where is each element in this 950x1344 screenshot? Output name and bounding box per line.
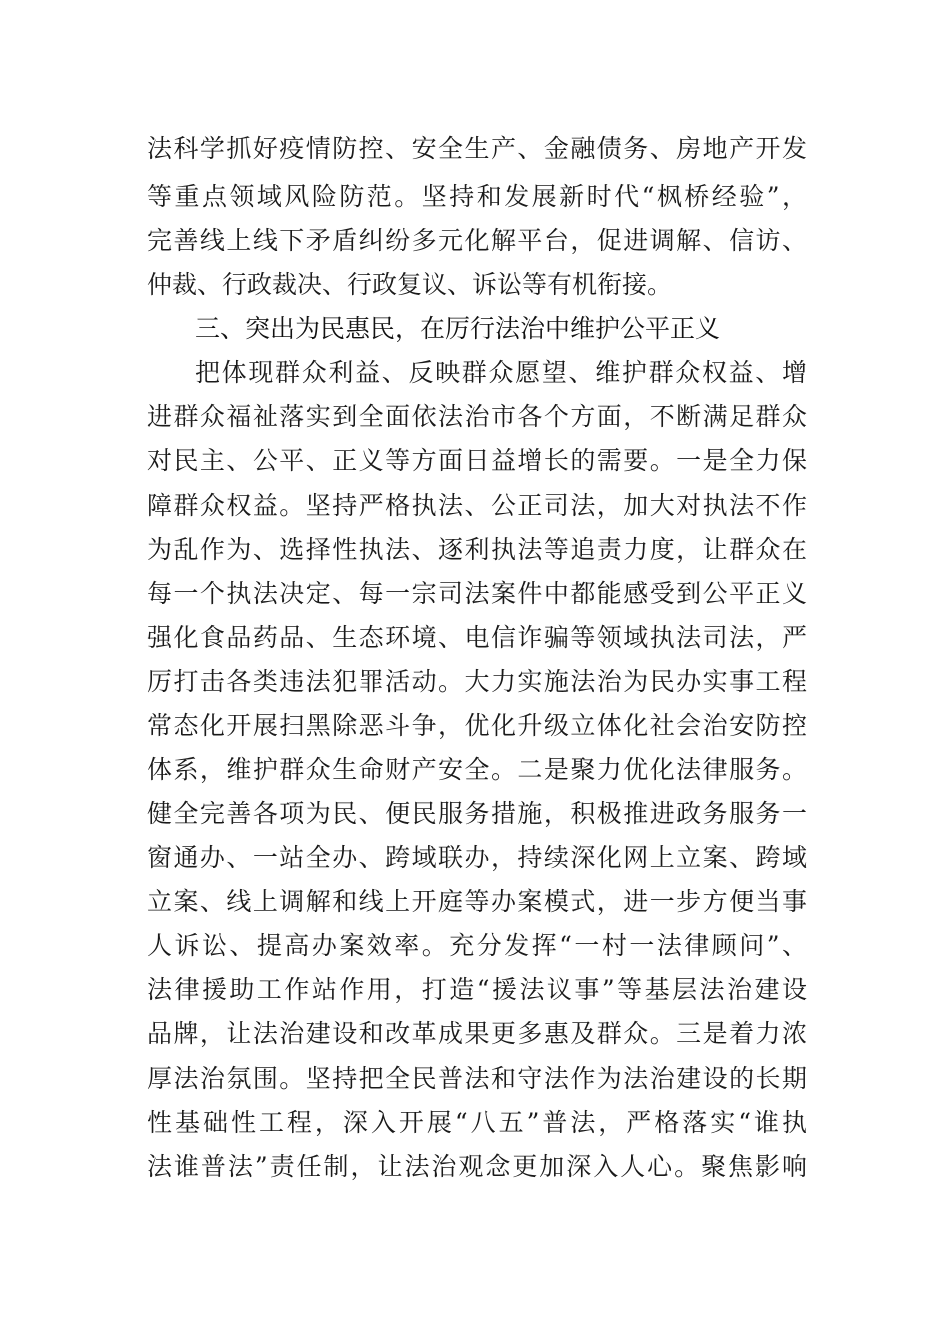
paragraph-line: 把体现群众利益、反映群众愿望、维护群众权益、增 (195, 358, 807, 387)
paragraph-line: 等重点领域风险防范。坚持和发展新时代“枫桥经验”， (147, 182, 807, 211)
paragraph-line: 法谁普法”责任制，让法治观念更加深入人心。聚焦影响 (147, 1152, 807, 1181)
paragraph-line: 品牌，让法治建设和改革成果更多惠及群众。三是着力浓 (147, 1019, 807, 1048)
paragraph-line: 进群众福祉落实到全面依法治市各个方面，不断满足群众 (147, 402, 807, 431)
paragraph-line: 仲裁、行政裁决、行政复议、诉讼等有机衔接。 (147, 270, 673, 299)
paragraph-line: 厉打击各类违法犯罪活动。大力实施法治为民办实事工程 (147, 667, 807, 696)
paragraph-line: 立案、线上调解和线上开庭等办案模式，进一步方便当事 (147, 887, 807, 916)
paragraph-line: 法律援助工作站作用，打造“援法议事”等基层法治建设 (147, 975, 807, 1004)
paragraph-line: 每一个执法决定、每一宗司法案件中都能感受到公平正义 (147, 579, 807, 608)
paragraph-line: 体系，维护群众生命财产安全。二是聚力优化法律服务。 (147, 755, 807, 784)
paragraph-line: 性基础性工程，深入开展“八五”普法，严格落实“谁执 (147, 1108, 807, 1137)
paragraph-line: 强化食品药品、生态环境、电信诈骗等领域执法司法，严 (147, 623, 807, 652)
section-heading: 三、突出为民惠民，在厉行法治中维护公平正义 (195, 314, 721, 343)
paragraph-line: 健全完善各项为民、便民服务措施，积极推进政务服务一 (147, 799, 807, 828)
paragraph-line: 障群众权益。坚持严格执法、公正司法，加大对执法不作 (147, 491, 807, 520)
paragraph-line: 窗通办、一站全办、跨域联办，持续深化网上立案、跨域 (147, 843, 807, 872)
paragraph-line: 为乱作为、选择性执法、逐利执法等追责力度，让群众在 (147, 535, 807, 564)
paragraph-line: 法科学抓好疫情防控、安全生产、金融债务、房地产开发 (147, 134, 807, 163)
paragraph-line: 对民主、公平、正义等方面日益增长的需要。一是全力保 (147, 446, 807, 475)
paragraph-line: 厚法治氛围。坚持把全民普法和守法作为法治建设的长期 (147, 1064, 807, 1093)
paragraph-line: 完善线上线下矛盾纠纷多元化解平台，促进调解、信访、 (147, 226, 807, 255)
paragraph-line: 常态化开展扫黑除恶斗争，优化升级立体化社会治安防控 (147, 711, 807, 740)
paragraph-line: 人诉讼、提高办案效率。充分发挥“一村一法律顾问”、 (147, 931, 807, 960)
